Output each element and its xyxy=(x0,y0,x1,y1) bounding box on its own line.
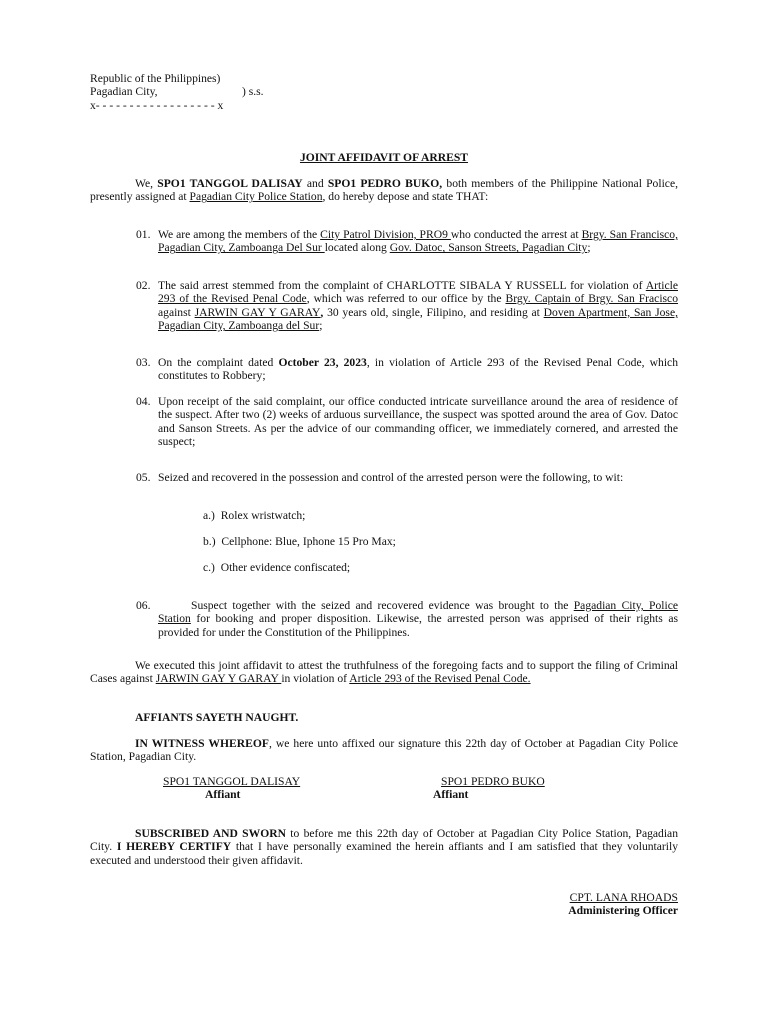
affiant2-name: SPO1 PEDRO BUKO, xyxy=(327,177,443,190)
witness-heading: IN WITNESS WHEREOF xyxy=(135,737,269,750)
suspect-name: JARWIN GAY Y GARAY xyxy=(194,305,321,319)
article-ref: Article 293 of the Revised Penal Code xyxy=(158,279,678,306)
text: 30 years old, single, Filipino, and residing at xyxy=(323,305,544,319)
affiant1-role: Affiant xyxy=(205,788,241,802)
separator-line: x- - - - - - - - - - - - - - - - - - x xyxy=(90,98,224,112)
article-ref: Article 293 of the Revised Penal Code. xyxy=(349,672,531,686)
item-03-text xyxy=(158,356,678,383)
item-number: 06. xyxy=(136,599,151,612)
text: in violation of xyxy=(281,672,350,686)
text: located along xyxy=(324,241,390,255)
sub-number: a.) xyxy=(203,509,215,522)
affiant2-signature-name: SPO1 PEDRO BUKO xyxy=(441,775,545,788)
text: , we here unto affixed our signature this 22th day of October at Pagadian City Police Station, Pagadian City. xyxy=(90,737,678,764)
text: The said arrest stemmed from the complaint of CHARLOTTE SIBALA Y RUSSELL for violation of xyxy=(158,279,646,292)
streets: Gov. Datoc, Sanson Streets, Pagadian City xyxy=(389,241,588,255)
sub-number: c.) xyxy=(203,561,215,574)
arrest-location: Brgy. San Francisco, Pagadian City, Zamboanga Del Sur xyxy=(158,228,678,255)
text: , which was referred to our office by the xyxy=(306,292,506,306)
station-ref: Pagadian City, Police Station xyxy=(158,599,678,626)
certify-heading: I HEREBY CERTIFY xyxy=(116,840,232,854)
text: Suspect together with the seized and recovered evidence was brought to the xyxy=(191,599,574,612)
item-01-text xyxy=(158,228,678,255)
ss-label: ) s.s. xyxy=(242,85,264,99)
item-number: 04. xyxy=(136,395,151,408)
referrer: Brgy. Captain of Brgy. San Fracisco xyxy=(505,292,679,306)
evidence-item xyxy=(203,509,305,522)
text: On the complaint dated xyxy=(158,356,279,369)
republic-line: Republic of the Philippines) xyxy=(90,72,221,85)
officer-block xyxy=(568,891,678,918)
item-number: 05. xyxy=(136,471,151,484)
complaint-date: October 23, 2023 xyxy=(278,356,367,369)
city-label: Pagadian City, xyxy=(90,85,158,99)
signature-1 xyxy=(163,775,363,802)
text: ; xyxy=(319,319,323,333)
evidence-text: Other evidence confiscated; xyxy=(220,561,351,574)
signature-2 xyxy=(433,775,641,802)
subscribed-paragraph xyxy=(90,827,678,867)
intro-text: We, xyxy=(135,177,158,190)
item-number: 01. xyxy=(136,228,151,241)
item-number: 03. xyxy=(136,356,151,369)
intro-text: , do hereby depose and state THAT: xyxy=(322,190,489,204)
suspect-name: JARWIN GAY Y GARAY xyxy=(155,672,282,686)
item-02-text xyxy=(158,279,678,333)
item-04-text: Upon receipt of the said complaint, our office conducted intricate surveillance around the area of residence of the suspect. After two (2) weeks of arduous surveillance, the suspect was spotted around the area of Gov. Datoc and Sanson Streets. As per the advice of our commanding officer, we immediately cornered, and arrested the suspect; xyxy=(158,395,678,449)
officer-title: Administering Officer xyxy=(568,904,678,918)
text: who conducted the arrest at xyxy=(450,228,582,241)
intro-paragraph xyxy=(90,177,678,204)
witness-paragraph xyxy=(90,737,678,764)
text: ; xyxy=(587,241,591,255)
text: We executed this joint affidavit to attest the truthfulness of the foregoing facts and to support the filing of Criminal Cases against xyxy=(90,659,678,686)
item-06-text xyxy=(158,599,678,639)
venue-header xyxy=(90,72,390,112)
subscribed-heading: SUBSCRIBED AND SWORN xyxy=(135,827,286,840)
evidence-text: Rolex wristwatch; xyxy=(220,509,306,522)
sayeth-naught: AFFIANTS SAYETH NAUGHT. xyxy=(135,711,299,724)
sub-number: b.) xyxy=(203,535,216,548)
evidence-text: Cellphone: Blue, Iphone 15 Pro Max; xyxy=(221,535,396,548)
city-line xyxy=(90,85,390,98)
text: to before me this 22th day of October at Pagadian City Police Station, Pagadian City. xyxy=(90,827,678,854)
document-title: JOINT AFFIDAVIT OF ARREST xyxy=(299,151,469,164)
affiant1-signature-name: SPO1 TANGGOL DALISAY xyxy=(163,775,301,788)
closing-paragraph xyxy=(90,659,678,686)
text: for booking and proper disposition. Likewise, the arrested person was apprised of their rights as provided for under the Constitution of the Philippines. xyxy=(158,612,678,639)
item-05-text: Seized and recovered in the possession and control of the arrested person were the following, to wit: xyxy=(158,471,624,484)
evidence-item xyxy=(203,561,350,574)
item-number: 02. xyxy=(136,279,151,292)
intro-text: both members of the Philippine National Police, presently assigned at xyxy=(90,177,678,204)
station-name: Pagadian City Police Station xyxy=(189,190,323,204)
text: We are among the members of the xyxy=(158,228,321,241)
evidence-item xyxy=(203,535,396,548)
division-name: City Patrol Division, PRO9 xyxy=(320,228,451,241)
officer-name: CPT. LANA RHOADS xyxy=(569,891,678,904)
text: , in violation of Article 293 of the Revised Penal Code, which constitutes to Robbery; xyxy=(158,356,678,383)
suspect-address: Doven Apartment, San Jose, Pagadian City, Zamboanga del Sur xyxy=(158,305,678,333)
text: that I have personally examined the herein affiants and I am satisfied that they voluntarily executed and understood their given affidavit. xyxy=(90,840,678,867)
affiant2-role: Affiant xyxy=(433,788,469,802)
intro-text: and xyxy=(302,177,328,190)
affiant1-name: SPO1 TANGGOL DALISAY xyxy=(157,177,303,190)
comma: , xyxy=(320,305,324,319)
text: against xyxy=(158,305,195,319)
